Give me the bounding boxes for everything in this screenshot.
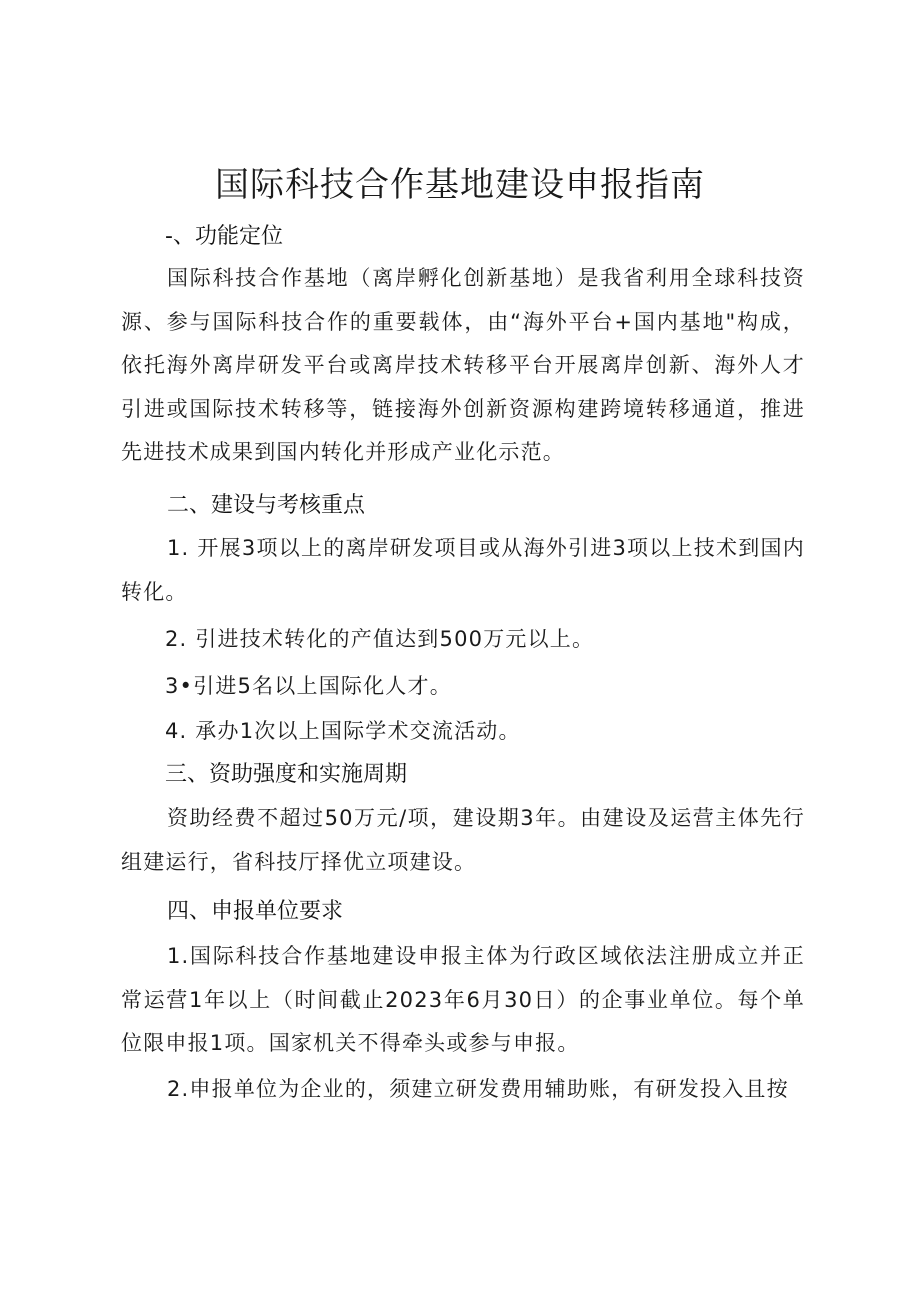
section-paragraph-funding: 资助经费不超过50万元/项，建设期3年。由建设及运营主体先行组建运行，省科技厅择优立项建设。 [121, 806, 805, 874]
section-heading-key-points: 二、建设与考核重点 [167, 493, 366, 518]
section-heading-applicant-requirements: 四、申报单位要求 [167, 899, 344, 924]
document-title: 国际科技合作基地建设申报指南 [215, 165, 705, 205]
section-paragraph-positioning: 国际科技合作基地（离岸孵化创新基地）是我省利用全球科技资源、参与国际科技合作的重要载体，由“海外平台+国内基地"构成，依托海外离岸研发平台或离岸技术转移平台开展离岸创新、海外人才引进或国际技术转移等，链接海外创新资源构建跨境转移通道，推进先进技术成果到国内转化并形成产业化示范。 [121, 266, 805, 464]
list-item-key-point-2: 2. 引进技术转化的产值达到500万元以上。 [165, 627, 595, 651]
section-heading-funding: 三、资助强度和实施周期 [165, 762, 408, 787]
list-item-key-point-4: 4. 承办1次以上国际学术交流活动。 [165, 719, 521, 743]
list-item-requirement-1: 1.国际科技合作基地建设申报主体为行政区域依法注册成立并正常运营1年以上（时间截止2023年6月30日）的企事业单位。每个单位限申报1项。国家机关不得牵头或参与申报。 [121, 944, 805, 1055]
list-item-key-point-3: 3•引进5名以上国际化人才。 [165, 674, 452, 698]
list-item-requirement-2: 2.申报单位为企业的，须建立研发费用辅助账，有研发投入且按 [167, 1077, 789, 1101]
list-item-key-point-1: 1. 开展3项以上的离岸研发项目或从海外引进3项以上技术到国内转化。 [121, 536, 805, 604]
section-heading-positioning: -、功能定位 [165, 224, 283, 249]
